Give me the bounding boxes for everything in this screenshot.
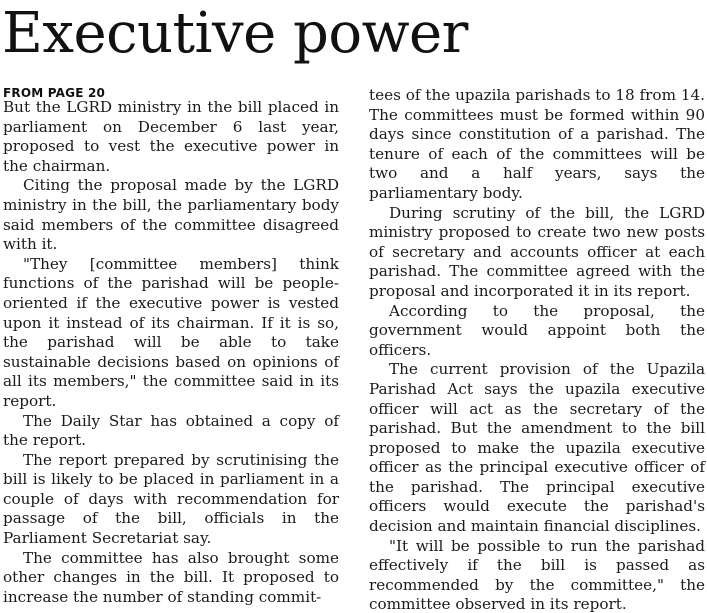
paragraph: The Daily Star has obtained a copy of the report. [3,411,339,450]
paragraph: According to the proposal, the government would appoint both the officers. [369,301,705,359]
article-column-right [369,86,705,613]
paragraph: The report prepared by scrutinising the bill is likely to be placed in parliament in a couple of days with recommendation for passage of the bill, officials in the Parliament Secretariat say. [3,450,339,548]
paragraph: During scrutiny of the bill, the LGRD ministry proposed to create two new posts of secretary and accounts officer at each parishad. The committee agreed with the proposal and incorporated it in its report. [369,203,705,300]
paragraph: But the LGRD ministry in the bill placed in parliament on December 6 last year, proposed to vest the executive power in the chairman. [3,98,339,175]
paragraph: The current provision of the Upazila Parishad Act says the upazila executive officer will act as the secretary of the parishad. But the amendment to the bill proposed to make the upazila executive officer as the principal executive officer of the parishad. The principal executive officers would execute the parishad's decision and maintain financial disciplines. [369,360,705,536]
paragraph: "They [committee members] think functions of the parishad will be people-oriented if the executive power is vested upon it instead of its chairman. If it is so, the parishad will be able to take sustainable decisions based on opinions of all its members," the committee said in its report. [3,254,339,410]
paragraph: The committee has also brought some other changes in the bill. It proposed to increase the number of standing commit- [3,548,339,606]
headline: Executive power [2,1,468,66]
paragraph: "It will be possible to run the parishad effectively if the bill is passed as recommended by the committee," the committee observed in its report. [369,536,705,613]
continued-from-label: FROM PAGE 20 [3,86,106,100]
paragraph: tees of the upazila parishads to 18 from 14. The committees must be formed within 90 days since constitution of a parishad. The tenure of each of the committees will be two and a half years, says the parliamentary body. [369,86,705,202]
article-column-left [3,86,339,607]
paragraph: Citing the proposal made by the LGRD ministry in the bill, the parliamentary body said members of the committee disagreed with it. [3,176,339,254]
